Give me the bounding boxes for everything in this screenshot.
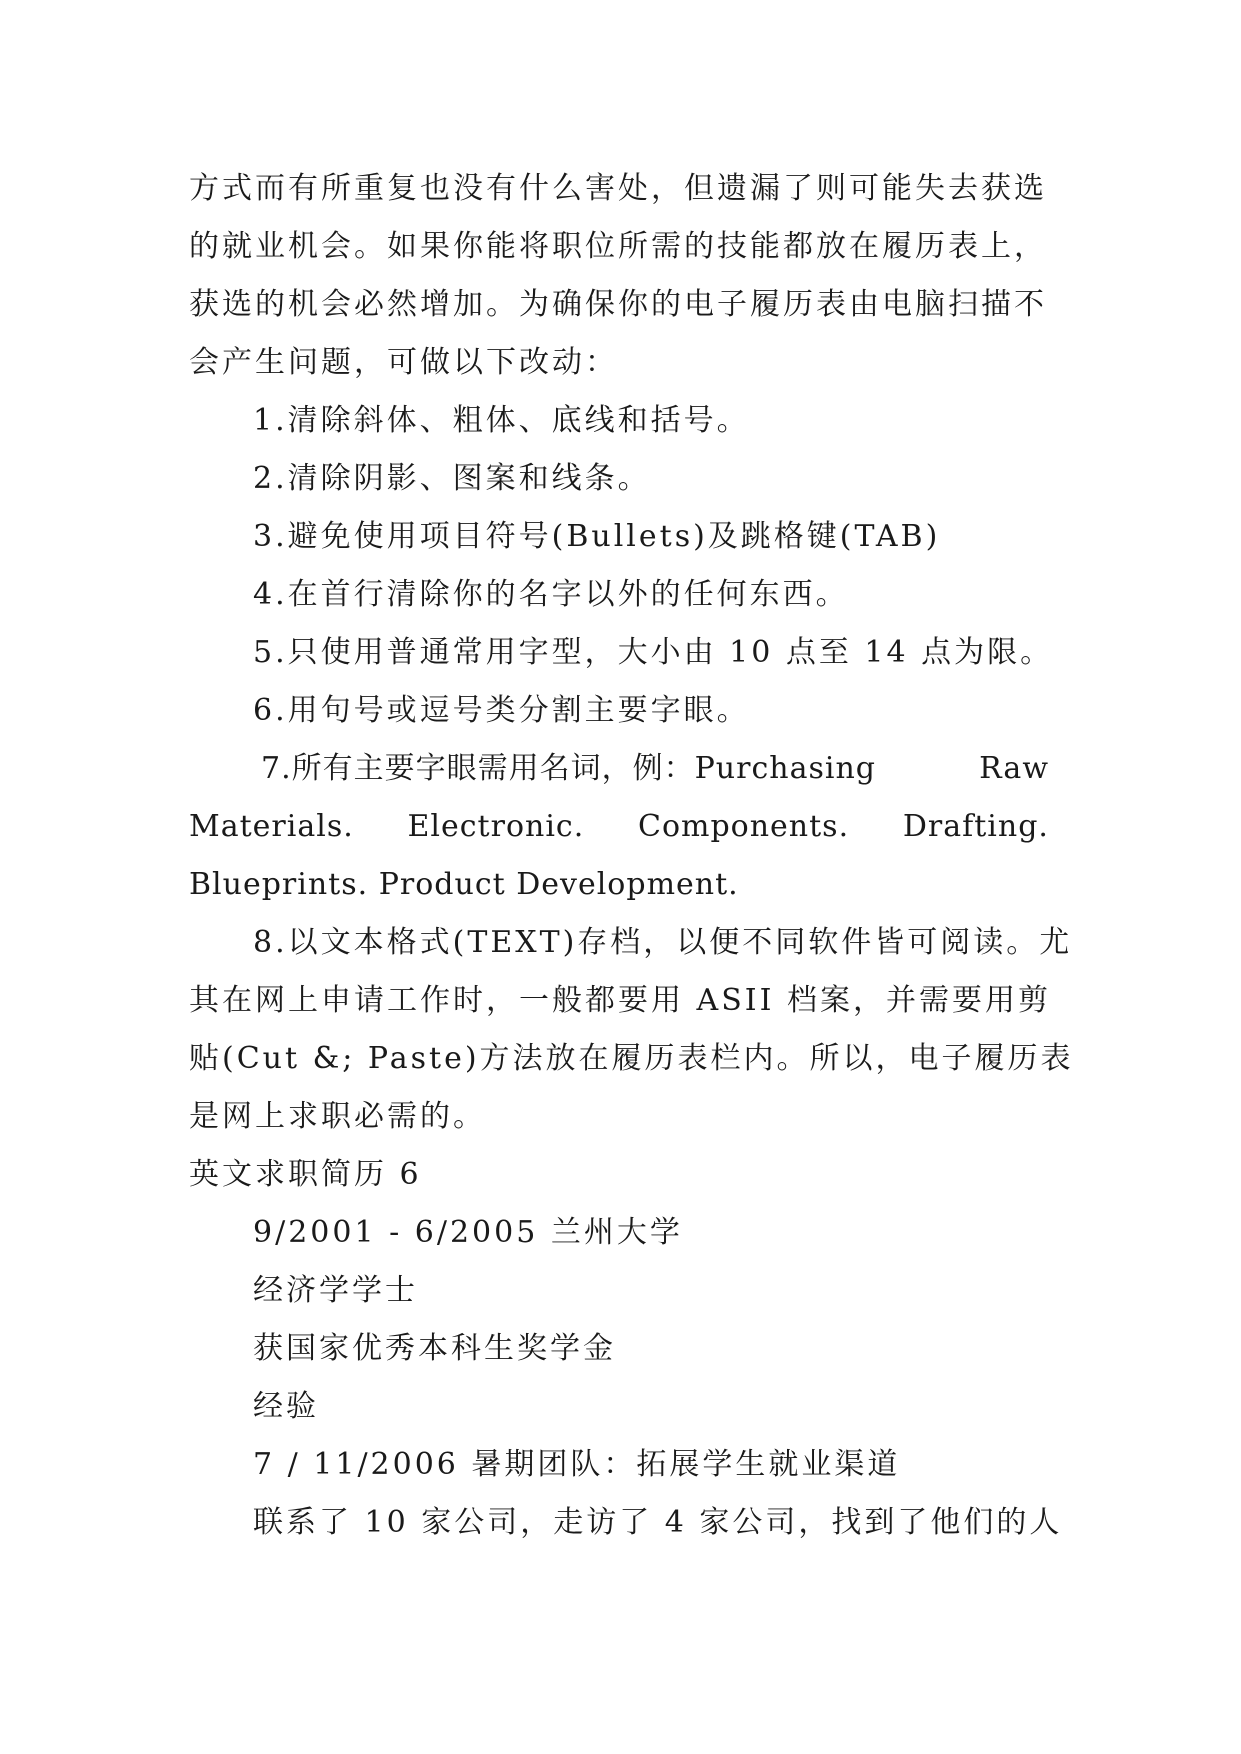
resume-line: 7 / 11/2006 暑期团队：拓展学生就业渠道 xyxy=(253,1447,901,1482)
list-item: 4.在首行清除你的名字以外的任何东西。 xyxy=(253,577,849,612)
paragraph-line: 是网上求职必需的。 xyxy=(189,1099,486,1134)
paragraph-line: 获选的机会必然增加。为确保你的电子履历表由电脑扫描不 xyxy=(189,287,1047,322)
list-item: 5.只使用普通常用字型，大小由 10 点至 14 点为限。 xyxy=(253,635,1054,670)
list-item-7-word: Components. xyxy=(638,809,850,844)
list-item-7-text: Raw xyxy=(979,751,1049,786)
list-item: 1.清除斜体、粗体、底线和括号。 xyxy=(253,403,750,438)
resume-line: 获国家优秀本科生奖学金 xyxy=(253,1331,616,1366)
list-item-7-line: Blueprints. Product Development. xyxy=(189,867,739,902)
list-item-7-word: Materials. xyxy=(189,809,354,844)
paragraph-line: 的就业机会。如果你能将职位所需的技能都放在履历表上， xyxy=(189,229,1047,264)
resume-line: 经济学学士 xyxy=(253,1273,418,1308)
list-item-7-text: 7.所有主要字眼需用名词，例：Purchasing xyxy=(261,751,876,786)
paragraph-line: 会产生问题，可做以下改动： xyxy=(189,345,618,380)
paragraph-line: 方式而有所重复也没有什么害处，但遗漏了则可能失去获选 xyxy=(189,171,1047,206)
section-title: 英文求职简历 6 xyxy=(189,1157,422,1192)
list-item: 6.用句号或逗号类分割主要字眼。 xyxy=(253,693,750,728)
list-item-7-line xyxy=(189,798,1049,856)
list-item-7-word: Drafting. xyxy=(902,809,1049,844)
list-item: 8.以文本格式(TEXT)存档，以便不同软件皆可阅读。尤 xyxy=(253,925,1073,960)
list-item: 3.避免使用项目符号(Bullets)及跳格键(TAB) xyxy=(253,519,941,554)
list-item-7-word: Electronic. xyxy=(407,809,585,844)
resume-line: 9/2001 - 6/2005 兰州大学 xyxy=(253,1215,683,1250)
list-item: 2.清除阴影、图案和线条。 xyxy=(253,461,651,496)
paragraph-line: 贴(Cut &; Paste)方法放在履历表栏内。所以，电子履历表 xyxy=(189,1041,1074,1076)
resume-line: 经验 xyxy=(253,1389,319,1424)
resume-line: 联系了 10 家公司，走访了 4 家公司，找到了他们的人 xyxy=(253,1505,1063,1540)
document-body xyxy=(189,160,1074,1552)
list-item-7-line xyxy=(189,740,1049,798)
paragraph-line: 其在网上申请工作时，一般都要用 ASII 档案，并需要用剪 xyxy=(189,983,1051,1018)
